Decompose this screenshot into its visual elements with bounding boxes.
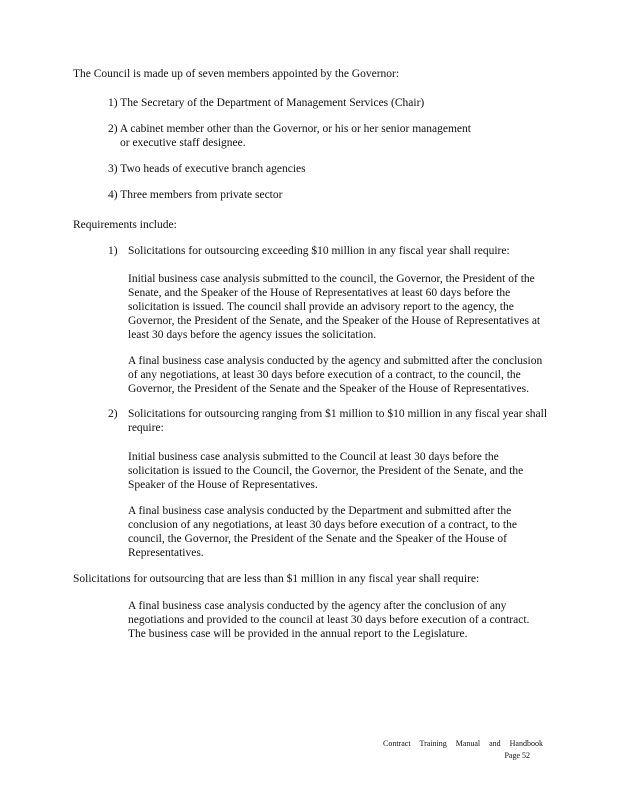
footer-word: Handbook [509, 739, 543, 748]
requirement-title: Solicitations for outsourcing exceeding $10 million in any fiscal year shall require: [128, 245, 510, 257]
small-solicitation-paragraph: A final business case analysis conducted by the agency after the conclusion of any negotiations and provided to the council at least 30 days before execution of a contract. The business case will be provided in the annual report to the Legislature. [128, 600, 530, 640]
requirement-paragraph: Initial business case analysis submitted to the council, the Governor, the President of the Senate, and the Speaker of the House of Representatives at least 60 days before the solicitation is issued. The council shall provide an advisory report to the agency, the Governor, the President of the Senate, and the Speaker of the House of Representatives at least 30 days before the agency issues the solicitation. [128, 273, 541, 341]
requirement-title: Solicitations for outsourcing ranging from $1 million to $10 million in any fiscal year shall require: [128, 408, 548, 434]
requirement-paragraph: A final business case analysis conducted by the agency and submitted after the conclusion of any negotiations, at least 30 days before execution of a contract, to the council, the Governor, the President of the Senate and the Speaker of the House of Representatives. [128, 355, 543, 395]
member-item-text: 4) Three members from private sector [108, 189, 283, 201]
footer-word: Manual [455, 739, 481, 748]
page-footer [383, 738, 543, 762]
footer-word: and [489, 739, 501, 748]
member-item [108, 96, 538, 110]
member-item-continuation: or executive staff designee. [120, 137, 246, 149]
member-item [108, 162, 538, 176]
small-solicitation-heading: Solicitations for outsourcing that are less than $1 million in any fiscal year shall require: [73, 573, 480, 585]
requirement-item [108, 244, 548, 258]
footer-word: Training [419, 739, 447, 748]
council-intro: The Council is made up of seven members appointed by the Governor: [73, 68, 400, 80]
member-item-text: 1) The Secretary of the Department of Management Services (Chair) [108, 97, 425, 109]
member-item [108, 188, 538, 202]
requirement-paragraph: Initial business case analysis submitted to the Council at least 30 days before the solicitation is issued to the Council, the Governor, the President of the Senate, and the Speaker of the House of Representatives. [128, 451, 524, 491]
member-item-text: 2) A cabinet member other than the Governor, or his or her senior management [108, 123, 471, 135]
requirement-item [108, 407, 548, 435]
member-item-text: 3) Two heads of executive branch agencies [108, 163, 306, 175]
requirement-number: 2) [108, 408, 118, 420]
member-list [108, 96, 538, 214]
member-item [108, 122, 538, 150]
footer-title [383, 738, 543, 750]
requirement-number: 1) [108, 245, 118, 257]
footer-word: Contract [383, 739, 411, 748]
page-number: Page 52 [504, 751, 530, 760]
requirements-heading: Requirements include: [73, 219, 177, 231]
requirement-paragraph: A final business case analysis conducted by the Department and submitted after the conclusion of any negotiations, at least 30 days before execution of a contract, to the council, the Governor, the President of the Senate and the Speaker of the House of Representatives. [128, 505, 517, 559]
